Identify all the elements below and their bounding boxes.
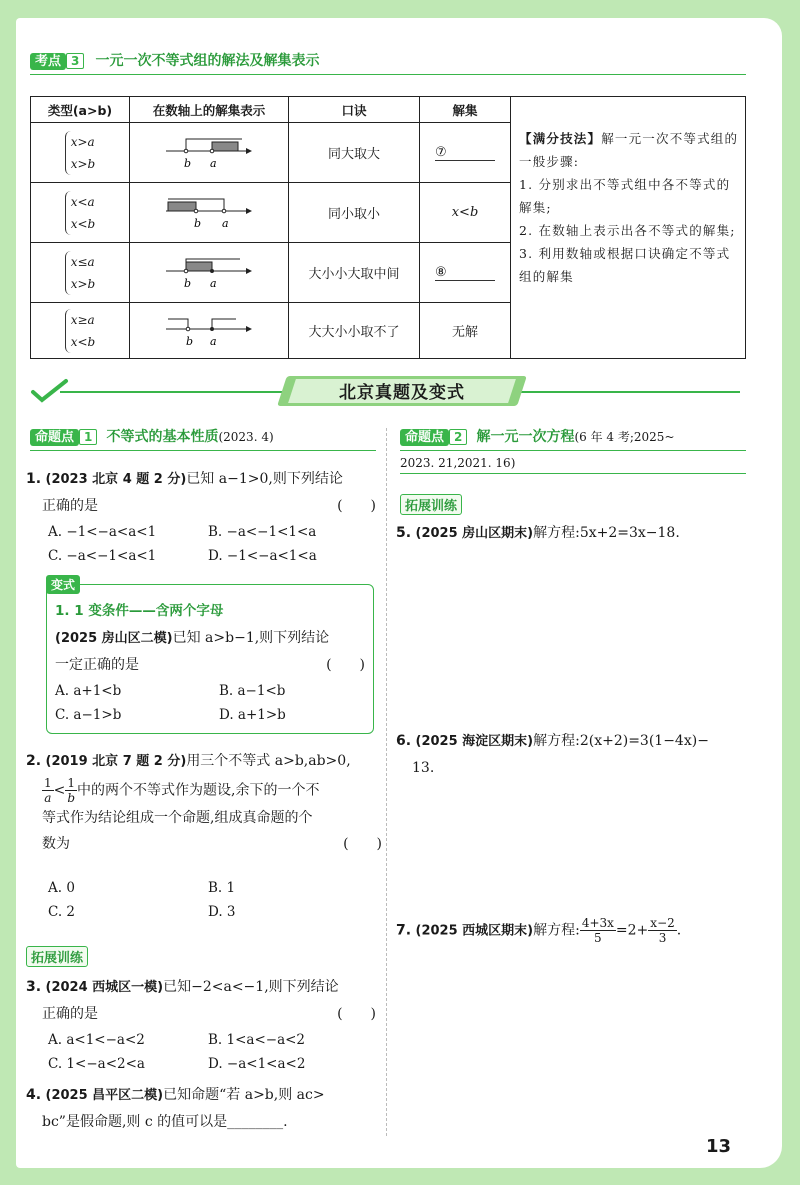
- option-b[interactable]: B. 1<a<−a<2: [208, 1032, 306, 1048]
- option-d[interactable]: D. −a<1<a<2: [208, 1056, 306, 1072]
- option-c[interactable]: C. a−1>b: [55, 707, 122, 723]
- point-1-title: 不等式的基本性质: [106, 429, 219, 445]
- question-5: 5. (2025 房山区期末)解方程:5x+2=3x−18.: [396, 525, 680, 541]
- answer-blank[interactable]: ________: [227, 1114, 284, 1130]
- q1-options: [48, 520, 378, 568]
- question-1: 1. (2023 北京 4 题 2 分)已知 a−1>0,则下列结论 正确的是 ( ): [26, 466, 376, 519]
- option-a[interactable]: A. −1<−a<a<1: [48, 524, 157, 540]
- tip-cell: [511, 97, 746, 359]
- option-b[interactable]: B. a−1<b: [219, 683, 286, 699]
- option-c[interactable]: C. 2: [48, 904, 76, 920]
- system: x<a x<b: [65, 191, 96, 235]
- option-d[interactable]: D. −1<−a<1<a: [208, 548, 317, 564]
- system: x≥a x<b: [65, 309, 96, 353]
- option-b[interactable]: B. −a<−1<1<a: [208, 524, 317, 540]
- variant-label: 变式: [46, 575, 80, 594]
- extension-label: 拓展训练: [400, 494, 462, 515]
- option-d[interactable]: D. 3: [208, 904, 236, 920]
- svg-text:b: b: [184, 276, 192, 290]
- tick-b: b: [184, 156, 192, 170]
- page: 考点 3 一元一次不等式组的解法及解集表示 类型(a>b) 在数轴上的解集表示 口诀 解集 【满分技法】解一元一次不等式组的一般步骤: 1. 分别求出不等式组中各不等式的解集; 2. 在数轴上表示出各不等式的解集; 3. 利用数轴或根据口诀确定不等式组的解集 x>a x>b b a 同大取大 ⑦ x<a x<b b a 同小取小 x<b x≤a x>b b a 大小小大取中间 ⑧ x≥a x<b b a 大大小小取不了 无解 北京真题及变式 命题点 1 不等式的基本性质(2023. 4) 1. (2023 北京 4 题 2 分)已知 a−1>0,则下列结论 正确的是 ( ) A. −1<−a<a<1 B. −a<−1<1<a C. −a<−1<a<1 D. −1<−a<1<a 变式 1. 1 变条件——含两个字母 (2025 房山区二模)已知 a>b−1,则下列结论 一定正确的是 ( ) A. a+1<b B. a−1<b C. a−1>b D. a+1>b 2. (2019 北京 7 题 2 分)用三个不等式 a>b,ab>0, $\frac{1}{a}$ < $\frac{1}{b}$ 中的两个不等式作为题设,余下的一个不 等式作为结论组成一个命题,组成真命题的个 数为 ( ) A. 0 B. 1 C. 2 D. 3 拓展训练 3. (2024 西城区一模)已知−2<a<−1,则下列结论 正确的是 ( ) A. a<1<−a<2 B. 1<a<−a<2 C. 1<−a<2<a D. −a<1<a<2 4. (2025 昌平区二模)已知命题“若 a>b,则 ac> bc”是假命题,则 c 的值可以是________. 命题点 2 解一元一次方程(6 年 4 考;2025~ 2023. 21,2021. 16) 拓展训练 5. (2025 房山区期末)解方程:5x+2=3x−18. 6. (2025 海淀区期末)解方程:2(x+2)=3(1−4x)− 13. 7. (2025 西城区期末)解方程: $\frac{4+3x}{5}$ =2+ $\frac{x-2}{3}$ . 13: [16, 18, 782, 1168]
- q3-options: [48, 1028, 378, 1076]
- svg-text:a: a: [210, 276, 217, 290]
- svg-text:b: b: [194, 216, 202, 230]
- section-num: 3: [66, 53, 84, 69]
- numline: [130, 183, 289, 243]
- tip-step-1: 1. 分别求出不等式组中各不等式的解集;: [519, 177, 731, 215]
- question-6: 6. (2025 海淀区期末)解方程:2(x+2)=3(1−4x)− 13.: [396, 733, 709, 776]
- page-number: 13: [706, 1136, 732, 1157]
- tip-step-3: 3. 利用数轴或根据口诀确定不等式组的解集: [519, 246, 731, 284]
- answer-paren[interactable]: ( ): [337, 498, 376, 514]
- solution-4: 无解: [420, 303, 511, 359]
- section-tag: 考点: [30, 53, 66, 70]
- numline: [130, 303, 289, 359]
- tip-label: 【满分技法】: [519, 131, 602, 146]
- banner: [30, 374, 746, 408]
- point-1-header: 命题点 1 不等式的基本性质(2023. 4): [30, 426, 376, 451]
- svg-text:a: a: [210, 334, 217, 348]
- solution-blank-8: ⑧: [435, 265, 495, 281]
- point-2-title: 解一元一次方程: [476, 429, 575, 445]
- tip-step-2: 2. 在数轴上表示出各不等式的解集;: [519, 223, 736, 238]
- option-c[interactable]: C. −a<−1<a<1: [48, 548, 157, 564]
- extension-label: 拓展训练: [26, 946, 88, 967]
- question-4: 4. (2025 昌平区二模)已知命题“若 a>b,则 ac> bc”是假命题,则 c 的值可以是________.: [26, 1087, 325, 1130]
- section-header: [30, 50, 746, 75]
- th-numline: 在数轴上的解集表示: [130, 97, 289, 123]
- answer-paren[interactable]: ( ): [337, 1006, 376, 1022]
- solution-blank-7: ⑦: [435, 145, 495, 161]
- option-a[interactable]: A. a+1<b: [55, 683, 122, 699]
- point-2-header: 命题点 2 解一元一次方程(6 年 4 考;2025~ 2023. 21,2021. 16): [400, 426, 746, 474]
- option-a[interactable]: A. a<1<−a<2: [48, 1032, 145, 1048]
- question-2: 2. (2019 北京 7 题 2 分)用三个不等式 a>b,ab>0,: [26, 753, 351, 769]
- section-title: 一元一次不等式组的解法及解集表示: [95, 53, 320, 69]
- svg-text:a: a: [222, 216, 229, 230]
- numline-svg: [164, 131, 254, 171]
- rule-2: 同小取小: [289, 183, 420, 243]
- rule-3: 大小小大取中间: [289, 243, 420, 303]
- numline: [130, 243, 289, 303]
- question-3: 3. (2024 西城区一模)已知−2<a<−1,则下列结论 正确的是 ( ): [26, 974, 376, 1027]
- tip-text: 解一元一次不等式组的一般步骤:: [519, 131, 739, 169]
- summary-table: [30, 96, 746, 359]
- variant-title: 1. 1 变条件——含两个字母: [55, 603, 224, 619]
- variant-box: 变式 1. 1 变条件——含两个字母 (2025 房山区二模)已知 a>b−1,则下列结论 一定正确的是 ( ) A. a+1<b B. a−1<b C. a−1>b D. a+1>b: [46, 584, 374, 734]
- option-a[interactable]: A. 0: [48, 880, 75, 896]
- th-type: 类型(a>b): [31, 97, 130, 123]
- answer-paren[interactable]: ( ): [326, 657, 365, 673]
- answer-paren[interactable]: ( ): [343, 836, 382, 852]
- solution-2: x<b: [420, 183, 511, 243]
- option-c[interactable]: C. 1<−a<2<a: [48, 1056, 145, 1072]
- q2-options: [48, 876, 378, 924]
- banner-title: 北京真题及变式: [339, 383, 465, 403]
- option-d[interactable]: D. a+1>b: [219, 707, 286, 723]
- question-7: 7. (2025 西城区期末)解方程: $\frac{4+3x}{5}$ =2+ $\frac{x-2}{3}$ .: [396, 916, 682, 945]
- option-b[interactable]: B. 1: [208, 880, 236, 896]
- system: x>a x>b: [65, 131, 96, 175]
- rule-4: 大大小小取不了: [289, 303, 420, 359]
- th-solution: 解集: [420, 97, 511, 123]
- rule-1: 同大取大: [289, 123, 420, 183]
- tick-a: a: [210, 156, 217, 170]
- numline: [130, 123, 289, 183]
- system: x≤a x>b: [65, 251, 96, 295]
- th-rule: 口诀: [289, 97, 420, 123]
- svg-text:b: b: [186, 334, 194, 348]
